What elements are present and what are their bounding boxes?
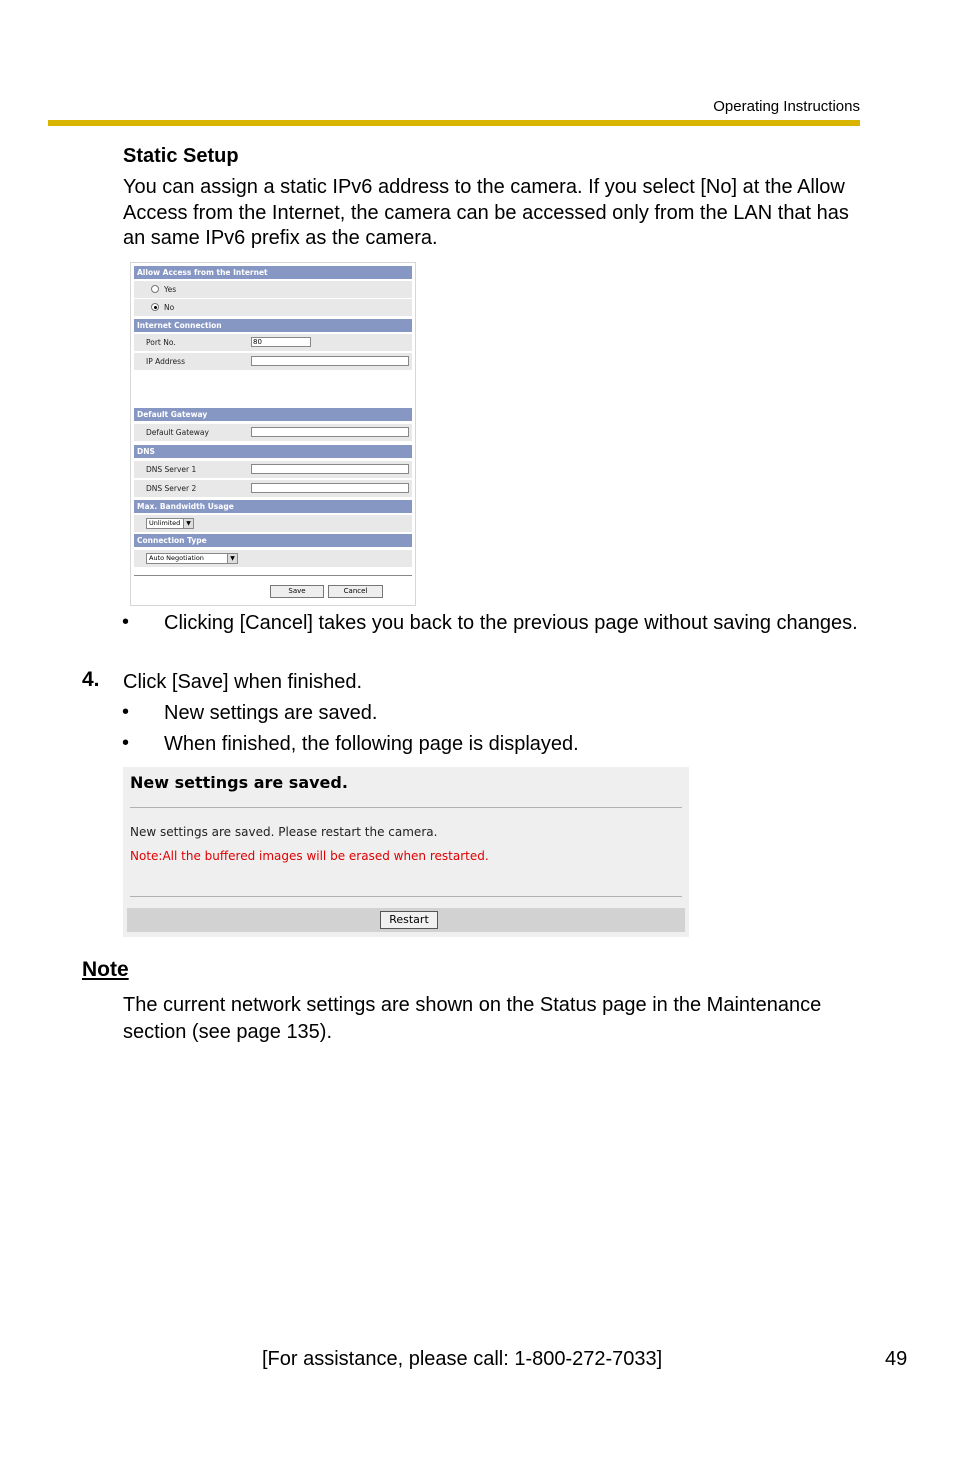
section-internet-connection: Internet Connection bbox=[134, 319, 412, 332]
section-dns: DNS bbox=[134, 445, 412, 458]
allow-no-label: No bbox=[164, 303, 175, 312]
divider bbox=[130, 807, 682, 808]
bullet-dot: • bbox=[122, 732, 130, 754]
bullet-dot: • bbox=[122, 701, 130, 723]
header-rule bbox=[48, 120, 860, 126]
allow-yes-radio[interactable] bbox=[151, 285, 159, 293]
dns2-input[interactable] bbox=[251, 483, 409, 493]
page-number: 49 bbox=[885, 1348, 908, 1370]
note-title: Note bbox=[82, 958, 129, 981]
section-bandwidth: Max. Bandwidth Usage bbox=[134, 500, 412, 513]
saved-note: Note:All the buffered images will be erased when restarted. bbox=[130, 849, 489, 863]
conntype-row bbox=[134, 550, 412, 567]
allow-no-radio[interactable] bbox=[151, 303, 159, 311]
ip-address-row bbox=[134, 353, 412, 370]
bandwidth-select[interactable] bbox=[146, 518, 194, 529]
step-number: 4. bbox=[82, 668, 100, 691]
gateway-row bbox=[134, 424, 412, 441]
cancel-bullet: Clicking [Cancel] takes you back to the previous page without saving changes. bbox=[164, 612, 858, 634]
saved-title: New settings are saved. bbox=[130, 773, 348, 792]
ip-address-input[interactable] bbox=[251, 356, 409, 366]
port-input[interactable]: 80 bbox=[251, 337, 311, 347]
chevron-down-icon: ▼ bbox=[183, 519, 193, 528]
footer-assistance: [For assistance, please call: 1-800-272-7033] bbox=[262, 1348, 663, 1370]
restart-button[interactable]: Restart bbox=[380, 911, 438, 929]
section-heading: Static Setup bbox=[123, 145, 239, 167]
allow-yes-label: Yes bbox=[164, 285, 177, 294]
cancel-button[interactable]: Cancel bbox=[328, 585, 383, 598]
ip-address-label: IP Address bbox=[146, 357, 185, 366]
allow-yes-row bbox=[134, 281, 412, 298]
saved-message: New settings are saved. Please restart the camera. bbox=[130, 825, 438, 839]
chevron-down-icon: ▼ bbox=[227, 554, 237, 563]
form-divider bbox=[134, 575, 412, 576]
section-allow-access: Allow Access from the Internet bbox=[134, 266, 412, 279]
dns1-input[interactable] bbox=[251, 464, 409, 474]
conntype-value: Auto Negotiation bbox=[149, 554, 204, 562]
static-setup-form bbox=[130, 262, 416, 606]
dns2-label: DNS Server 2 bbox=[146, 484, 197, 493]
conntype-select[interactable] bbox=[146, 553, 238, 564]
bullet-dot: • bbox=[122, 611, 130, 633]
note-text: The current network settings are shown on the Status page in the Maintenance section (see page 135). bbox=[123, 994, 822, 1043]
step-bullet: When finished, the following page is displayed. bbox=[164, 733, 579, 755]
dns1-label: DNS Server 1 bbox=[146, 465, 197, 474]
bandwidth-row bbox=[134, 515, 412, 532]
bandwidth-value: Unlimited bbox=[149, 519, 181, 527]
dns1-row bbox=[134, 461, 412, 478]
section-connection-type: Connection Type bbox=[134, 534, 412, 547]
dns2-row bbox=[134, 480, 412, 497]
button-bar bbox=[127, 908, 685, 932]
allow-no-row bbox=[134, 299, 412, 316]
save-button[interactable]: Save bbox=[270, 585, 324, 598]
gateway-input[interactable] bbox=[251, 427, 409, 437]
port-row bbox=[134, 334, 412, 351]
step-text: Click [Save] when finished. bbox=[123, 671, 363, 693]
step-bullet: New settings are saved. bbox=[164, 702, 378, 724]
divider bbox=[130, 896, 682, 897]
gateway-label: Default Gateway bbox=[146, 428, 209, 437]
port-label: Port No. bbox=[146, 338, 176, 347]
settings-saved-panel bbox=[123, 767, 689, 937]
section-intro: You can assign a static IPv6 address to the camera. If you select [No] at the Allow Access from the Internet, the camera can be accessed only from the LAN that has an same IPv6 prefix as the camera. bbox=[123, 176, 849, 249]
section-default-gateway: Default Gateway bbox=[134, 408, 412, 421]
header-title: Operating Instructions bbox=[713, 98, 860, 115]
